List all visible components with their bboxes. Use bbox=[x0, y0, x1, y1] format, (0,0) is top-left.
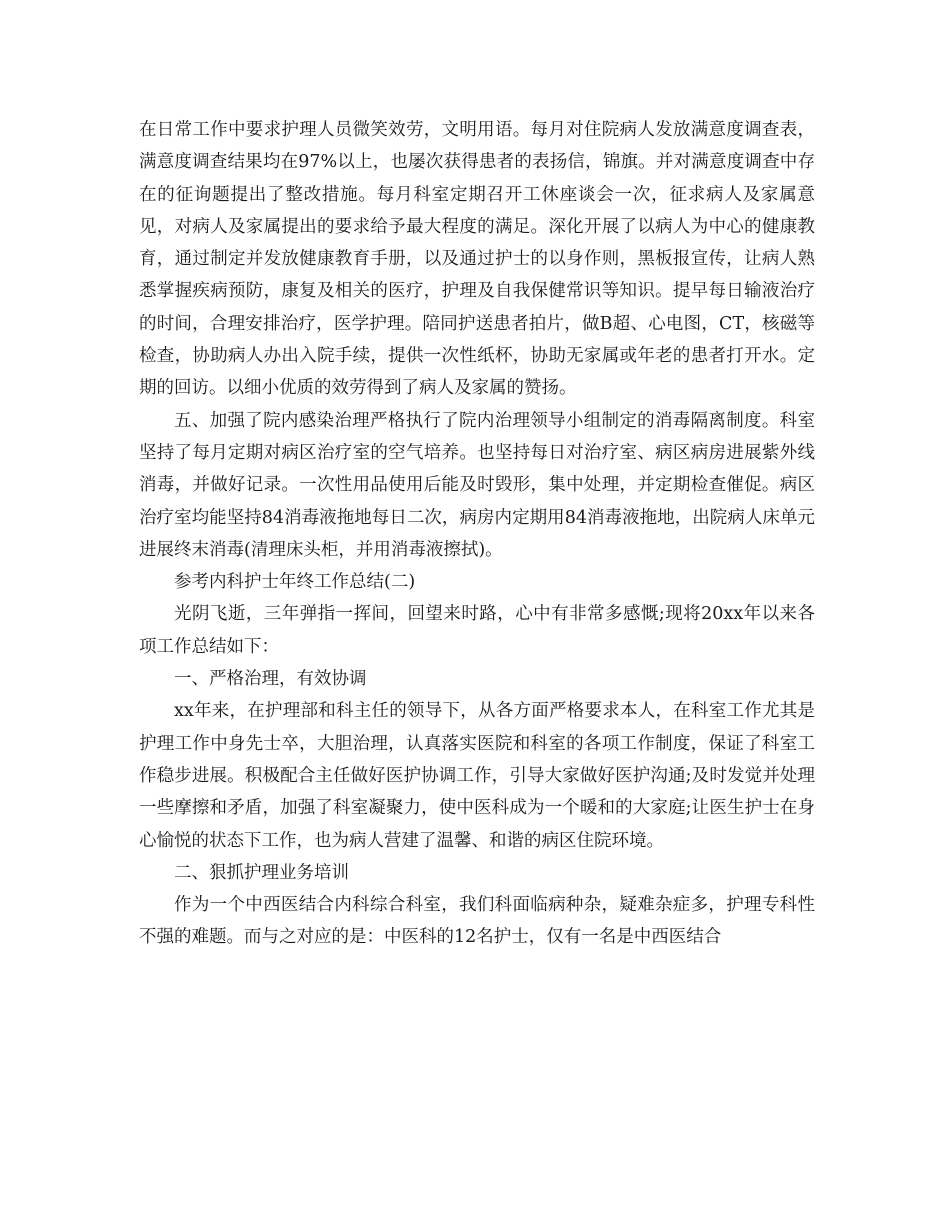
paragraph-training: 作为一个中西医结合内科综合科室，我们科面临病种杂，疑难杂症多，护理专科性不强的难题。而与之对应的是：中医科的12名护士，仅有一名是中西医结合 bbox=[139, 895, 815, 948]
paragraph-management: xx年来，在护理部和科主任的领导下，从各方面严格要求本人，在科室工作尤其是护理工作中身先士卒，大胆治理，认真落实医院和科室的各项工作制度，保证了科室工作稳步进展。积极配合主任做好医护协调工作，引导大家做好医护沟通;及时发觉并处理一些摩擦和矛盾，加强了科室凝聚力，使中医科成为一个暖和的大家庭;让医生护士在身心愉悦的状态下工作，也为病人营建了温馨、和谐的病区住院环境。 bbox=[139, 701, 815, 851]
document-body bbox=[139, 114, 815, 954]
paragraph-patient-service: 在日常工作中要求护理人员微笑效劳，文明用语。每月对住院病人发放满意度调查表，满意度调查结果均在97%以上，也屡次获得患者的表扬信，锦旗。并对满意度调查中存在的征询题提出了整改措施。每月科室定期召开工休座谈会一次，征求病人及家属意见，对病人及家属提出的要求给予最大程度的满足。深化开展了以病人为中心的健康教育，通过制定并发放健康教育手册，以及通过护士的以身作则，黑板报宣传，让病人熟悉掌握疾病预防，康复及相关的医疗，护理及自我保健常识等知识。提早每日输液治疗的时间，合理安排治疗，医学护理。陪同护送患者拍片，做B超、心电图，CT，核磁等检查，协助病人办出入院手续，提供一次性纸杯，协助无家属或年老的患者打开水。定期的回访。以细小优质的效劳得到了病人及家属的赞扬。 bbox=[139, 120, 815, 399]
heading-training: 二、狠抓护理业务培训 bbox=[174, 862, 349, 883]
paragraph-infection-control: 五、加强了院内感染治理严格执行了院内治理领导小组制定的消毒隔离制度。科室坚持了每月定期对病区治疗室的空气培养。也坚持每日对治疗室、病区病房进展紫外线消毒，并做好记录。一次性用品使用后能及时毁形，集中处理，并定期检查催促。病区治疗室均能坚持84消毒液拖地每日二次，病房内定期用84消毒液拖地，出院病人床单元进展终末消毒(清理床头柜，并用消毒液擦拭)。 bbox=[139, 410, 815, 560]
paragraph-intro: 光阴飞逝，三年弹指一挥间，回望来时路，心中有非常多感慨;现将20xx年以来各项工作总结如下： bbox=[139, 604, 815, 657]
heading-strict-management: 一、严格治理，有效协调 bbox=[174, 669, 367, 690]
section-title-summary-two: 参考内科护士年终工作总结(二) bbox=[174, 572, 416, 593]
